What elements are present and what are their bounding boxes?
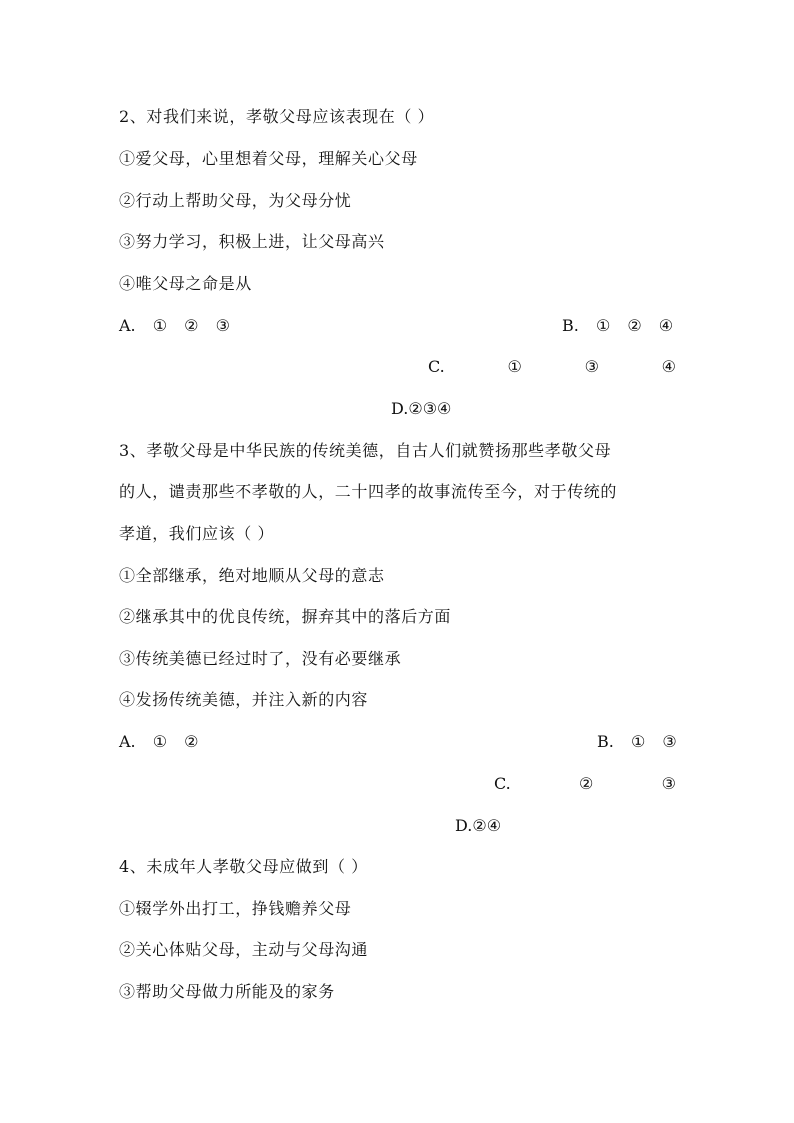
option-a-label: A. <box>119 316 136 335</box>
question-3-item-4: ④发扬传统美德，并注入新的内容 <box>119 690 369 709</box>
option-a-value: ① ② <box>152 732 205 751</box>
question-3-item-1: ①全部继承，绝对地顺从父母的意志 <box>119 566 385 585</box>
question-4-item-1: ①辍学外出打工，挣钱赡养父母 <box>119 899 352 918</box>
option-b-value: ① ③ <box>630 732 683 751</box>
option-b-label: B. <box>597 732 614 751</box>
question-3-stem-line-1: 3、孝敬父母是中华民族的传统美德，自古人们就赞扬那些孝敬父母 <box>119 441 612 460</box>
question-2-item-2: ②行动上帮助父母，为父母分忧 <box>119 191 352 210</box>
option-b-label: B. <box>562 316 579 335</box>
question-3-option-a <box>119 732 205 752</box>
question-2-item-1: ①爱父母，心里想着父母，理解关心父母 <box>119 149 418 168</box>
question-2-stem: 2、对我们来说，孝敬父母应该表现在（ ） <box>119 107 435 126</box>
option-c-mark-1: ② <box>579 774 594 793</box>
question-2-option-a <box>119 316 236 336</box>
question-3-item-3: ③传统美德已经过时了，没有必要继承 <box>119 649 402 668</box>
question-2-item-3: ③努力学习，积极上进，让父母高兴 <box>119 232 385 251</box>
question-4-stem: 4、未成年人孝敬父母应做到（ ） <box>119 857 368 876</box>
question-3-option-c <box>494 774 676 794</box>
question-3-option-d: D.②④ <box>455 816 502 835</box>
option-a-value: ① ② ③ <box>152 316 236 335</box>
option-c-mark-3: ④ <box>661 357 676 376</box>
question-2-option-c <box>428 357 676 377</box>
question-3-option-b <box>597 732 683 752</box>
question-3-item-2: ②继承其中的优良传统，摒弃其中的落后方面 <box>119 607 452 626</box>
option-c-mark-2: ③ <box>584 357 599 376</box>
question-3-stem-line-3: 孝道，我们应该（ ） <box>119 524 275 543</box>
option-b-value: ① ② ④ <box>595 316 680 335</box>
question-2-option-b <box>562 316 679 336</box>
option-c-label: C. <box>428 357 445 376</box>
option-a-label: A. <box>119 732 136 751</box>
question-2-option-d: D.②③④ <box>391 399 452 418</box>
question-4-item-3: ③帮助父母做力所能及的家务 <box>119 982 335 1001</box>
option-c-mark-1: ① <box>507 357 522 376</box>
question-4-item-2: ②关心体贴父母，主动与父母沟通 <box>119 940 369 959</box>
question-2-item-4: ④唯父母之命是从 <box>119 274 252 293</box>
question-3-stem-line-2: 的人，谴责那些不孝敬的人，二十四孝的故事流传至今，对于传统的 <box>119 482 618 501</box>
option-c-label: C. <box>494 774 511 793</box>
option-c-mark-2: ③ <box>661 774 676 793</box>
